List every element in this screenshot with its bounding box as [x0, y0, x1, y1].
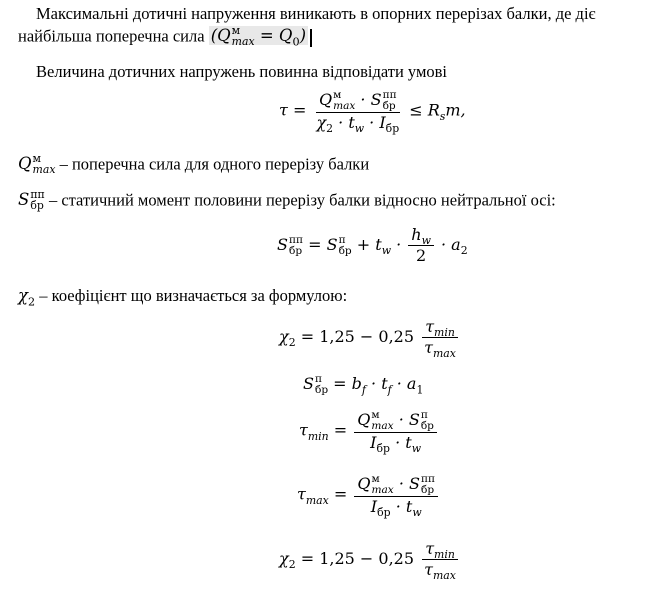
- formula-chi2-2: $\chi_2 = 1,25 - 0,25$ $\frac{\tau_{min}}{\tau_{max}}$: [279, 539, 456, 583]
- intro-line2-text: найбільша поперечна сила: [18, 26, 205, 46]
- paragraph-qmax-def: Q м max – поперечна сила для одного перерізу балки: [18, 152, 370, 176]
- formula-chi2-1: $\chi_2 = 1,25 - 0,25$ $\frac{\tau_{min}}{\tau_{max}}$: [279, 317, 456, 361]
- rhs-symbol: R: [427, 100, 440, 120]
- chi-const-2: 1,25 − 0,25: [319, 549, 415, 568]
- paragraph-chi-def: $\chi_2$ – коефіцієнт що визначається за формулою:: [18, 286, 348, 309]
- formula-tau-condition: τ = Q м max · S пп бр $\chi_2 \cdot t_w \cdot I_{бр}$ ≤ $R_sm$,: [279, 89, 466, 136]
- paragraph-intro-line2: [18, 26, 655, 48]
- formula-s-p: S п бр = $b_f \cdot t_f \cdot a_1$: [303, 373, 424, 397]
- paragraph-intro-line1: Максимальні дотичні напруження виникають в опорних перерізах балки, де діє: [36, 4, 596, 23]
- chi-const-1: 1,25 − 0,25: [319, 327, 415, 346]
- paragraph-s-def: S пп бр – статичний момент половини перерізу балки відносно нейтральної осі:: [18, 188, 556, 212]
- q0-symbol: Q: [278, 26, 293, 46]
- s-def-text: – статичний момент половини перерізу балки відносно нейтральної осі:: [44, 190, 556, 210]
- formula-tau-min: $\tau_{min}$ = Q м max · S п бр $I_{бр} \cdot t_w$: [299, 410, 439, 452]
- qmax-def-text: – поперечна сила для одного перерізу балки: [55, 154, 370, 174]
- paragraph-condition: Величина дотичних напружень повинна відповідати умові: [36, 62, 448, 81]
- formula-tau-max: $\tau_{max}$ = Q м max · S пп бр $I_{бр} \cdot t_w$: [297, 474, 440, 516]
- chi-def-text: – коефіцієнт що визначається за формулою:: [35, 286, 348, 305]
- formula-s-pp: S пп бр = S п бр + $t_w$ · $\frac{h_w}{2}$ · $a_2$: [277, 225, 468, 265]
- inline-formula-qmax[interactable]: (Q м max = $Q_0$): [210, 24, 307, 49]
- text-cursor: [310, 29, 312, 47]
